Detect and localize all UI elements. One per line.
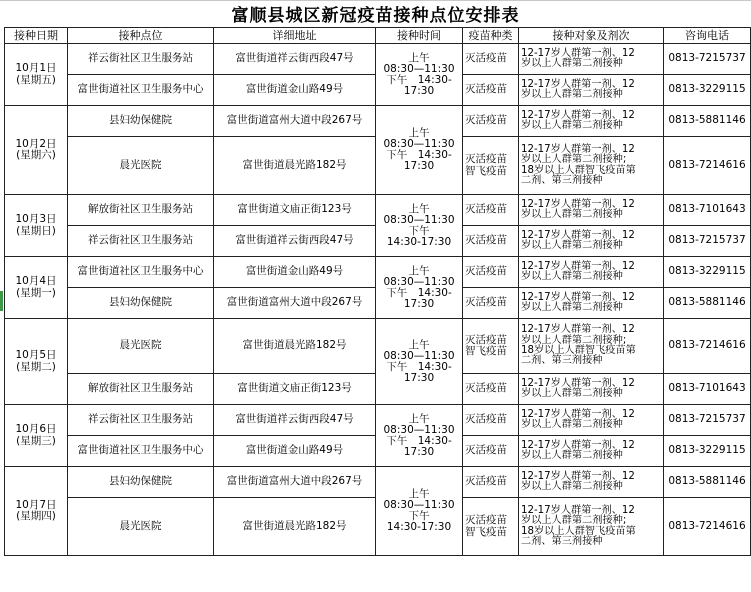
target-line: 12-17岁人群第一剂、12 [521, 198, 635, 210]
vaccine-cell[interactable] [463, 75, 519, 106]
time-line: 14:30-17:30 [386, 235, 452, 248]
target-cell[interactable] [519, 436, 664, 467]
address-cell[interactable]: 富世街道文庙正街123号 [214, 195, 376, 226]
top-gridline [0, 0, 751, 1]
vaccine-cell[interactable] [463, 498, 519, 556]
target-line: 岁以上人群第二剂接种 [521, 450, 623, 461]
date-cell[interactable] [5, 405, 68, 467]
vaccine-type: 灭活疫苗 [465, 114, 507, 127]
site-cell[interactable]: 县妇幼保健院 [68, 288, 214, 319]
phone-cell[interactable]: 0813-7101643 [664, 195, 751, 226]
time-line: 17:30 [403, 84, 435, 97]
phone-cell[interactable]: 0813-7214616 [664, 319, 751, 374]
target-line: 12-17岁人群第一剂、12 [521, 408, 635, 420]
phone-cell[interactable]: 0813-7214616 [664, 137, 751, 195]
date-cell[interactable] [5, 257, 68, 319]
target-line: 12-17岁人群第一剂、12 [521, 324, 635, 336]
phone-cell[interactable]: 0813-7215737 [664, 226, 751, 257]
address-cell[interactable]: 富世街道富州大道中段267号 [214, 467, 376, 498]
target-cell[interactable] [519, 75, 664, 106]
target-line: 岁以上人群第二剂接种 [521, 240, 623, 251]
weekday-label: (星期一) [16, 286, 56, 299]
date-cell[interactable] [5, 467, 68, 556]
time-line: 下午 14:30- [386, 286, 452, 299]
target-line: 12-17岁人群第一剂、12 [521, 260, 635, 272]
vaccine-cell[interactable] [463, 436, 519, 467]
phone-cell[interactable]: 0813-7215737 [664, 405, 751, 436]
address-cell[interactable]: 富世街道晨光路182号 [214, 137, 376, 195]
address-cell[interactable]: 富世街道金山路49号 [214, 75, 376, 106]
target-line: 12-17岁人群第一剂、12 [521, 143, 635, 155]
phone-cell[interactable]: 0813-7101643 [664, 374, 751, 405]
target-line: 18岁以上人群智飞疫苗第 [521, 164, 636, 176]
vaccine-cell[interactable] [463, 195, 519, 226]
time-line: 下午 14:30- [386, 73, 452, 86]
target-line: 岁以上人群第二剂接种; [521, 515, 627, 527]
date-label: 10月6日 [15, 423, 57, 435]
header-row [5, 28, 751, 44]
vaccine-type: 智飞疫苗 [465, 345, 507, 357]
time-line: 17:30 [403, 160, 435, 172]
vaccine-cell[interactable] [463, 467, 519, 498]
address-cell[interactable]: 富世街道金山路49号 [214, 257, 376, 288]
target-cell[interactable] [519, 405, 664, 436]
vaccine-cell[interactable] [463, 257, 519, 288]
target-line: 岁以上人群第二剂接种 [521, 419, 623, 430]
time-line: 08:30—11:30 [383, 213, 455, 226]
vaccine-type: 灭活疫苗 [465, 83, 507, 96]
site-cell[interactable]: 富世街道社区卫生服务中心 [68, 75, 214, 106]
site-cell[interactable]: 晨光医院 [68, 319, 214, 374]
target-line: 岁以上人群第二剂接种 [521, 481, 623, 492]
site-cell[interactable]: 县妇幼保健院 [68, 106, 214, 137]
vaccine-cell[interactable] [463, 106, 519, 137]
address-cell[interactable]: 富世街道祥云街西段47号 [214, 405, 376, 436]
target-line: 12-17岁人群第一剂、12 [521, 109, 635, 121]
phone-cell[interactable]: 0813-7214616 [664, 498, 751, 556]
time-line: 下午 14:30- [386, 360, 452, 373]
site-cell[interactable]: 晨光医院 [68, 498, 214, 556]
target-line: 12-17岁人群第一剂、12 [521, 78, 635, 90]
time-line: 上午 [408, 488, 430, 500]
target-line: 岁以上人群第二剂接种 [521, 89, 623, 100]
site-cell[interactable]: 祥云街社区卫生服务站 [68, 226, 214, 257]
target-line: 岁以上人群第二剂接种 [521, 209, 623, 220]
date-label: 10月4日 [15, 275, 57, 287]
target-line: 二剂、第三剂接种 [521, 355, 603, 367]
target-line: 12-17岁人群第一剂、12 [521, 229, 635, 241]
vaccine-type: 灭活疫苗 [465, 333, 507, 346]
date-cell[interactable] [5, 195, 68, 257]
target-cell[interactable] [519, 137, 664, 195]
date-cell[interactable] [5, 44, 68, 106]
target-line: 岁以上人群第二剂接种 [521, 388, 623, 399]
vaccine-cell[interactable] [463, 319, 519, 374]
target-line: 岁以上人群第二剂接种; [521, 154, 627, 166]
target-cell[interactable] [519, 374, 664, 405]
schedule-body [5, 44, 751, 556]
page-title: 富顺县城区新冠疫苗接种点位安排表 [231, 6, 520, 26]
vaccine-type: 灭活疫苗 [465, 413, 507, 426]
site-cell[interactable]: 祥云街社区卫生服务站 [68, 405, 214, 436]
time-line: 17:30 [403, 371, 435, 384]
vaccine-type: 灭活疫苗 [465, 153, 507, 165]
header-phone: 咨询电话 [664, 28, 751, 44]
date-cell[interactable] [5, 106, 68, 195]
target-line: 岁以上人群第二剂接种; [521, 334, 627, 346]
target-cell[interactable] [519, 467, 664, 498]
time-line: 上午 [408, 202, 430, 215]
table-row[interactable] [5, 405, 751, 436]
target-line: 岁以上人群第二剂接种 [521, 302, 623, 313]
target-cell[interactable] [519, 106, 664, 137]
date-label: 10月1日 [15, 62, 57, 74]
time-line: 下午 14:30- [386, 434, 452, 447]
time-line: 下午 [408, 510, 430, 522]
date-label: 10月2日 [15, 137, 57, 150]
weekday-label: (星期日) [16, 224, 56, 237]
target-line: 二剂、第三剂接种 [521, 535, 603, 547]
target-line: 二剂、第三剂接种 [521, 174, 603, 186]
target-line: 12-17岁人群第一剂、12 [521, 470, 635, 482]
vaccine-type: 灭活疫苗 [465, 296, 507, 309]
address-cell[interactable]: 富世街道晨光路182号 [214, 498, 376, 556]
date-label: 10月7日 [15, 498, 57, 511]
address-cell[interactable]: 富世街道祥云街西段47号 [214, 44, 376, 75]
time-line: 08:30—11:30 [383, 423, 455, 436]
phone-cell[interactable]: 0813-5881146 [664, 467, 751, 498]
time-line: 下午 14:30- [386, 149, 452, 161]
time-cell[interactable] [376, 195, 463, 257]
table-row[interactable] [5, 319, 751, 374]
address-cell[interactable]: 富世街道祥云街西段47号 [214, 226, 376, 257]
vaccine-cell[interactable] [463, 374, 519, 405]
vaccine-type: 灭活疫苗 [465, 203, 507, 216]
target-line: 12-17岁人群第一剂、12 [521, 47, 635, 59]
time-line: 08:30—11:30 [383, 275, 455, 288]
table-row[interactable] [5, 467, 751, 498]
phone-cell[interactable]: 0813-7215737 [664, 44, 751, 75]
weekday-label: (星期三) [16, 434, 56, 447]
time-line: 上午 [408, 338, 430, 351]
table-row[interactable] [5, 106, 751, 137]
vaccine-cell[interactable] [463, 405, 519, 436]
time-line: 08:30—11:30 [383, 349, 455, 362]
site-cell[interactable]: 解放街社区卫生服务站 [68, 195, 214, 226]
address-cell[interactable]: 富世街道富州大道中段267号 [214, 288, 376, 319]
table-row[interactable] [5, 257, 751, 288]
header-address: 详细地址 [214, 28, 376, 44]
vaccine-type: 灭活疫苗 [465, 265, 507, 278]
time-cell[interactable] [376, 405, 463, 467]
target-cell[interactable] [519, 319, 664, 374]
vaccine-type: 灭活疫苗 [465, 382, 507, 395]
site-cell[interactable]: 解放街社区卫生服务站 [68, 374, 214, 405]
date-cell[interactable] [5, 319, 68, 405]
vaccine-cell[interactable] [463, 137, 519, 195]
table-row[interactable] [5, 44, 751, 75]
weekday-label: (星期二) [16, 360, 56, 373]
vaccine-type: 灭活疫苗 [465, 514, 507, 526]
time-cell[interactable] [376, 319, 463, 405]
time-line: 上午 [408, 51, 430, 64]
target-line: 18岁以上人群智飞疫苗第 [521, 525, 636, 537]
address-cell[interactable]: 富世街道晨光路182号 [214, 319, 376, 374]
weekday-label: (星期六) [16, 149, 56, 161]
time-cell[interactable] [376, 106, 463, 195]
date-label: 10月3日 [15, 213, 57, 225]
target-cell[interactable] [519, 195, 664, 226]
phone-cell[interactable]: 0813-5881146 [664, 106, 751, 137]
target-cell[interactable] [519, 257, 664, 288]
target-line: 12-17岁人群第一剂、12 [521, 504, 635, 516]
header-date: 接种日期 [5, 28, 68, 44]
target-line: 18岁以上人群智飞疫苗第 [521, 345, 636, 356]
site-cell[interactable]: 富世街道社区卫生服务中心 [68, 257, 214, 288]
address-cell[interactable]: 富世街道富州大道中段267号 [214, 106, 376, 137]
site-cell[interactable]: 县妇幼保健院 [68, 467, 214, 498]
site-cell[interactable]: 富世街道社区卫生服务中心 [68, 436, 214, 467]
row-selection-marker [0, 291, 3, 311]
vaccine-type: 智飞疫苗 [465, 164, 507, 177]
time-line: 08:30—11:30 [383, 138, 455, 150]
time-line: 下午 [408, 224, 430, 237]
phone-cell[interactable]: 0813-3229115 [664, 257, 751, 288]
target-line: 12-17岁人群第一剂、12 [521, 377, 635, 389]
header-target: 接种对象及剂次 [519, 28, 664, 44]
time-cell[interactable] [376, 257, 463, 319]
time-line: 上午 [408, 412, 430, 425]
time-cell[interactable] [376, 44, 463, 106]
time-line: 上午 [408, 264, 430, 277]
vaccine-type: 灭活疫苗 [465, 234, 507, 247]
date-label: 10月5日 [15, 349, 57, 361]
target-cell[interactable] [519, 226, 664, 257]
vaccine-cell[interactable] [463, 226, 519, 257]
time-line: 17:30 [403, 445, 435, 458]
target-line: 12-17岁人群第一剂、12 [521, 291, 635, 303]
phone-cell[interactable]: 0813-3229115 [664, 75, 751, 106]
target-cell[interactable] [519, 44, 664, 75]
header-time: 接种时间 [376, 28, 463, 44]
site-cell[interactable]: 晨光医院 [68, 137, 214, 195]
vaccine-type: 灭活疫苗 [465, 444, 507, 457]
address-cell[interactable]: 富世街道文庙正街123号 [214, 374, 376, 405]
target-line: 岁以上人群第二剂接种 [521, 120, 623, 131]
phone-cell[interactable]: 0813-3229115 [664, 436, 751, 467]
vaccine-cell[interactable] [463, 44, 519, 75]
target-line: 岁以上人群第二剂接种 [521, 271, 623, 282]
target-line: 12-17岁人群第一剂、12 [521, 439, 635, 451]
time-line: 17:30 [403, 297, 435, 310]
time-line: 08:30—11:30 [383, 62, 455, 75]
vaccine-type: 智飞疫苗 [465, 525, 507, 538]
table-row[interactable] [5, 195, 751, 226]
schedule-table [4, 27, 751, 556]
target-cell[interactable] [519, 288, 664, 319]
vaccine-type: 灭活疫苗 [465, 52, 507, 65]
weekday-label: (星期四) [16, 510, 56, 522]
site-cell[interactable]: 祥云街社区卫生服务站 [68, 44, 214, 75]
phone-cell[interactable]: 0813-5881146 [664, 288, 751, 319]
vaccine-type: 灭活疫苗 [465, 475, 507, 488]
time-cell[interactable] [376, 467, 463, 556]
weekday-label: (星期五) [16, 73, 56, 86]
time-line: 14:30-17:30 [386, 521, 452, 533]
time-line: 08:30—11:30 [383, 499, 455, 511]
target-line: 岁以上人群第二剂接种 [521, 58, 623, 69]
header-site: 接种点位 [68, 28, 214, 44]
time-line: 上午 [408, 127, 430, 139]
header-vaccine: 疫苗种类 [463, 28, 519, 44]
target-cell[interactable] [519, 498, 664, 556]
vaccine-cell[interactable] [463, 288, 519, 319]
address-cell[interactable]: 富世街道金山路49号 [214, 436, 376, 467]
